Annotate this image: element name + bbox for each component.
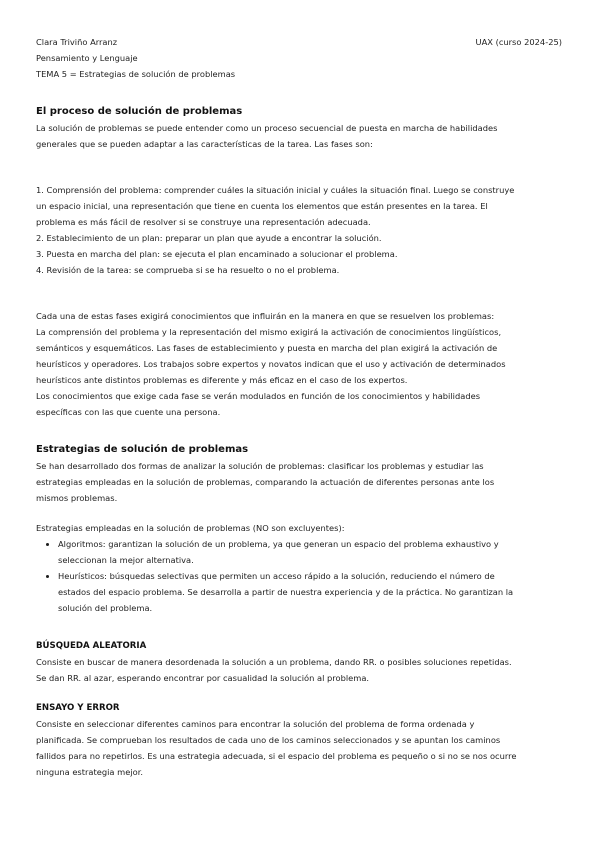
strategies-list-intro: Estrategias empleadas en la solución de problemas (NO son excluyentes):	[36, 523, 345, 533]
text-line: planificada. Se comprueban los resultados de cada uno de los caminos seleccionados y se apuntan los caminos	[36, 735, 501, 745]
text-line: La solución de problemas se puede entender como un proceso secuencial de puesta en marcha de habilidades	[36, 123, 498, 133]
text-line: La comprensión del problema y la representación del mismo exigirá la activación de conocimientos lingüísticos,	[36, 327, 502, 337]
text-line: específicas con las que cuente una persona.	[36, 407, 221, 417]
text-line: 3. Puesta en marcha del plan: se ejecuta el plan encaminado a solucionar el problema.	[36, 249, 398, 259]
text-line: • Algoritmos: garantizan la solución de un problema, ya que generan un espacio del problema exhaustivo y	[58, 539, 499, 549]
text-line: • Heurísticos: búsquedas selectivas que permiten un acceso rápido a la solución, reduciendo el número de	[58, 571, 495, 581]
text-line: estados del espacio problema. Se desarrolla a partir de nuestra experiencia y de la práctica. No garantizan la	[58, 587, 514, 597]
text-line: fallidos para no repetirlos. Es una estrategia adecuada, si el espacio del problema es pequeño o si no se nos ocurre	[36, 751, 517, 761]
text-line: un espacio inicial, una representación que tiene en cuenta los elementos que están presentes en la tarea. El	[36, 201, 488, 211]
author-name: Clara Triviño Arranz	[36, 37, 118, 47]
text-line: solución del problema.	[58, 603, 153, 613]
topic-title: TEMA 5 = Estrategias de solución de problemas	[36, 69, 236, 79]
list-item	[58, 536, 562, 568]
phases-list	[36, 182, 562, 278]
text-line: seleccionan la mejor alternativa.	[58, 555, 194, 565]
text-line: estrategias empleadas en la solución de problemas, comparando la actuación de diferentes personas ante los	[36, 477, 495, 487]
text-line: mismos problemas.	[36, 493, 118, 503]
text-line: Consiste en seleccionar diferentes caminos para encontrar la solución del problema de forma ordenada y	[36, 719, 475, 729]
text-line: Los conocimientos que exige cada fase se verán modulados en función de los conocimientos y habilidades	[36, 391, 481, 401]
text-line: 4. Revisión de la tarea: se comprueba si se ha resuelto o no el problema.	[36, 265, 340, 275]
subject-name: Pensamiento y Lenguaje	[36, 53, 138, 63]
section-title-strategies: Estrategias de solución de problemas	[36, 444, 249, 455]
text-line: semánticos y esquemáticos. Las fases de establecimiento y puesta en marcha del plan exigirá la activación de	[36, 343, 498, 353]
list-item	[58, 568, 562, 616]
text-line: 1. Comprensión del problema: comprender cuáles la situación inicial y cuáles la situación final. Luego se construye	[36, 185, 515, 195]
subsection-title-trial-error: ENSAYO Y ERROR	[36, 703, 120, 713]
text-line: Se dan RR. al azar, esperando encontrar por casualidad la solución al problema.	[36, 673, 370, 683]
text-line: heurísticos y operadores. Los trabajos sobre expertos y novatos indican que el uso y activación de determinados	[36, 359, 506, 369]
section-title-problem-solving-process: El proceso de solución de problemas	[36, 106, 243, 117]
phases-explanation	[36, 308, 562, 420]
document-header	[36, 34, 562, 82]
text-line: Se han desarrollado dos formas de analizar la solución de problemas: clasificar los problemas y estudiar las	[36, 461, 484, 471]
section2-intro	[36, 458, 562, 506]
institution-course: UAX (curso 2024-25)	[475, 37, 562, 47]
text-line: Consiste en buscar de manera desordenada la solución a un problema, dando RR. o posibles soluciones repetidas.	[36, 657, 512, 667]
section1-intro	[36, 120, 562, 152]
random-search-text	[36, 654, 562, 686]
text-line: problema es más fácil de resolver si se construye una representación adecuada.	[36, 217, 371, 227]
text-line: generales que se pueden adaptar a las características de la tarea. Las fases son:	[36, 139, 373, 149]
trial-error-text	[36, 716, 562, 780]
text-line: heurísticos ante distintos problemas es diferente y más eficaz en el caso de los expertos.	[36, 375, 408, 385]
strategies-list	[36, 536, 562, 616]
text-line: ninguna estrategia mejor.	[36, 767, 144, 777]
text-line: Cada una de estas fases exigirá conocimientos que influirán en la manera en que se resuelven los problemas:	[36, 311, 495, 321]
text-line: 2. Establecimiento de un plan: preparar un plan que ayude a encontrar la solución.	[36, 233, 382, 243]
document-page	[36, 34, 562, 780]
subsection-title-random-search: BÚSQUEDA ALEATORIA	[36, 641, 147, 651]
